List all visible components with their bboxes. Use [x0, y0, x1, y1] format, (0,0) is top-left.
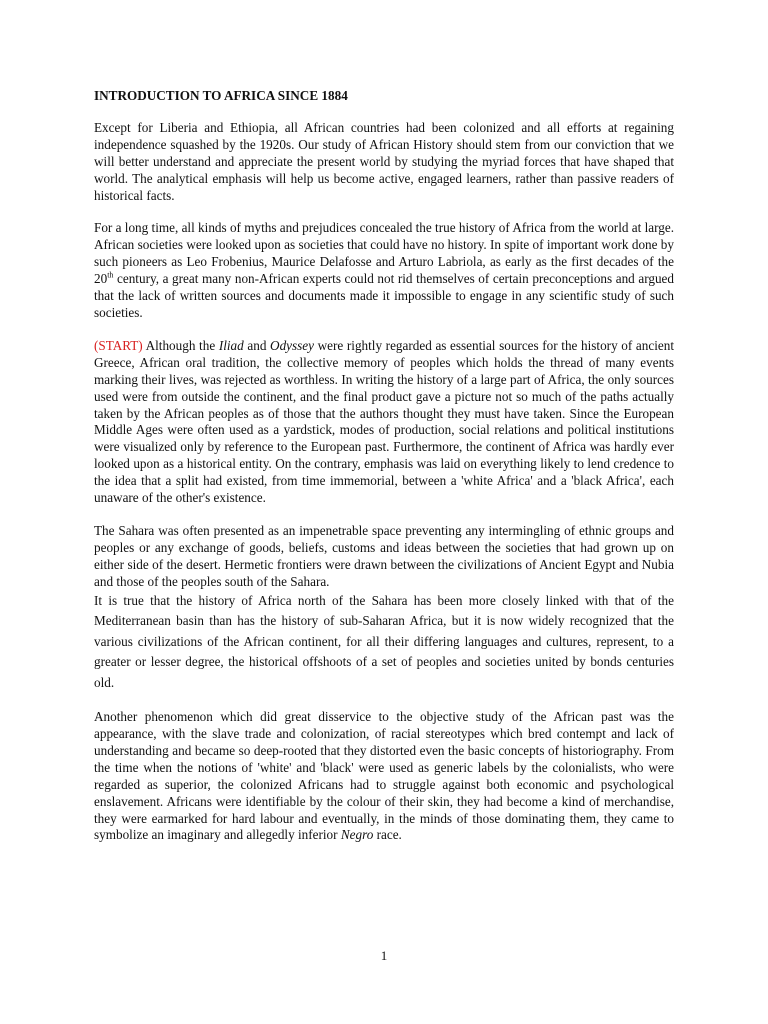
- odyssey-title: Odyssey: [270, 337, 314, 353]
- paragraph-2-text-a: For a long time, all kinds of myths and prejudices concealed the true history of Africa from the world at large. African societies were looked upon as societies that could have no history. In spite of important work done by such pioneers as Leo Frobenius, Maurice Delafosse and Arturo Labriola, as early as the first decades of the 20: [94, 220, 674, 287]
- document-page: [94, 88, 674, 860]
- paragraph-3: [94, 338, 674, 507]
- paragraph-5: It is true that the history of Africa north of the Sahara has been more closely linked with that of the Mediterranean basin than has the history of sub-Saharan Africa, but it is now widely recognized that the various civilizations of the African continent, for all their differing languages and cultures, represent, to a greater or lesser degree, the historical offshoots of a set of peoples and societies united by bonds centuries old.: [94, 592, 674, 690]
- paragraph-3-text-b: were rightly regarded as essential sources for the history of ancient Greece, African oral tradition, the collective memory of peoples which holds the thread of many events marking their lives, was rejected as worthless. In writing the history of a large part of Africa, the only sources used were from outside the continent, and the final product gave a picture not so much of the paths actually taken by the African peoples as of those that the authors thought they must have taken. Since the European Middle Ages were often used as a yardstick, modes of production, social relations and political institutions were visualized only by reference to the European past. Furthermore, the continent of Africa was hardly ever looked upon as a historical entity. On the contrary, emphasis was laid on everything likely to lend credence to the idea that a split had existed, from time immemorial, between a 'white Africa' and a 'black Africa', each unaware of the other's existence.: [94, 337, 674, 506]
- start-marker: (START): [94, 337, 143, 353]
- paragraph-6-text-b: race.: [373, 827, 402, 843]
- ordinal-superscript: th: [107, 270, 114, 280]
- paragraph-3-and: and: [243, 337, 271, 353]
- document-title: INTRODUCTION TO AFRICA SINCE 1884: [94, 88, 348, 103]
- paragraph-4: The Sahara was often presented as an impenetrable space preventing any intermingling of ethnic groups and peoples or any exchange of goods, beliefs, customs and ideas between the societies that had grown up on either side of the desert. Hermetic frontiers were drawn between the civilizations of Ancient Egypt and Nubia and those of the peoples south of the Sahara.: [94, 522, 674, 589]
- paragraph-3-text-a: Although the: [142, 337, 219, 353]
- paragraph-2-text-b: century, a great many non-African experts could not rid themselves of certain preconceptions and argued that the lack of written sources and documents made it impossible to engage in any scientific study of such societies.: [94, 271, 674, 320]
- iliad-title: Iliad: [218, 337, 244, 353]
- paragraph-6: [94, 709, 674, 844]
- paragraph-1: Except for Liberia and Ethiopia, all African countries had been colonized and all efforts at regaining independence squashed by the 1920s. Our study of African History should stem from our conviction that we will better understand and appreciate the present world by studying the myriad forces that have shaped that world. The analytical emphasis will help us become active, engaged learners, rather than passive readers of historical facts.: [94, 119, 674, 203]
- paragraph-6-text-a: Another phenomenon which did great disservice to the objective study of the African past was the appearance, with the slave trade and colonization, of racial stereotypes which bred contempt and lack of understanding and became so deep-rooted that they distorted even the basic concepts of historiography. From the time when the notions of 'white' and 'black' were used as generic labels by the colonialists, who were regarded as superior, the colonized Africans had to struggle against both economic and psychological enslavement. Africans were identifiable by the colour of their skin, they had become a kind of merchandise, they were earmarked for hard labour and eventually, in the minds of those dominating them, they came to symbolize an imaginary and allegedly inferior: [94, 709, 674, 843]
- negro-term: Negro: [340, 827, 374, 843]
- paragraph-2: [94, 220, 674, 321]
- page-number: 1: [380, 948, 388, 963]
